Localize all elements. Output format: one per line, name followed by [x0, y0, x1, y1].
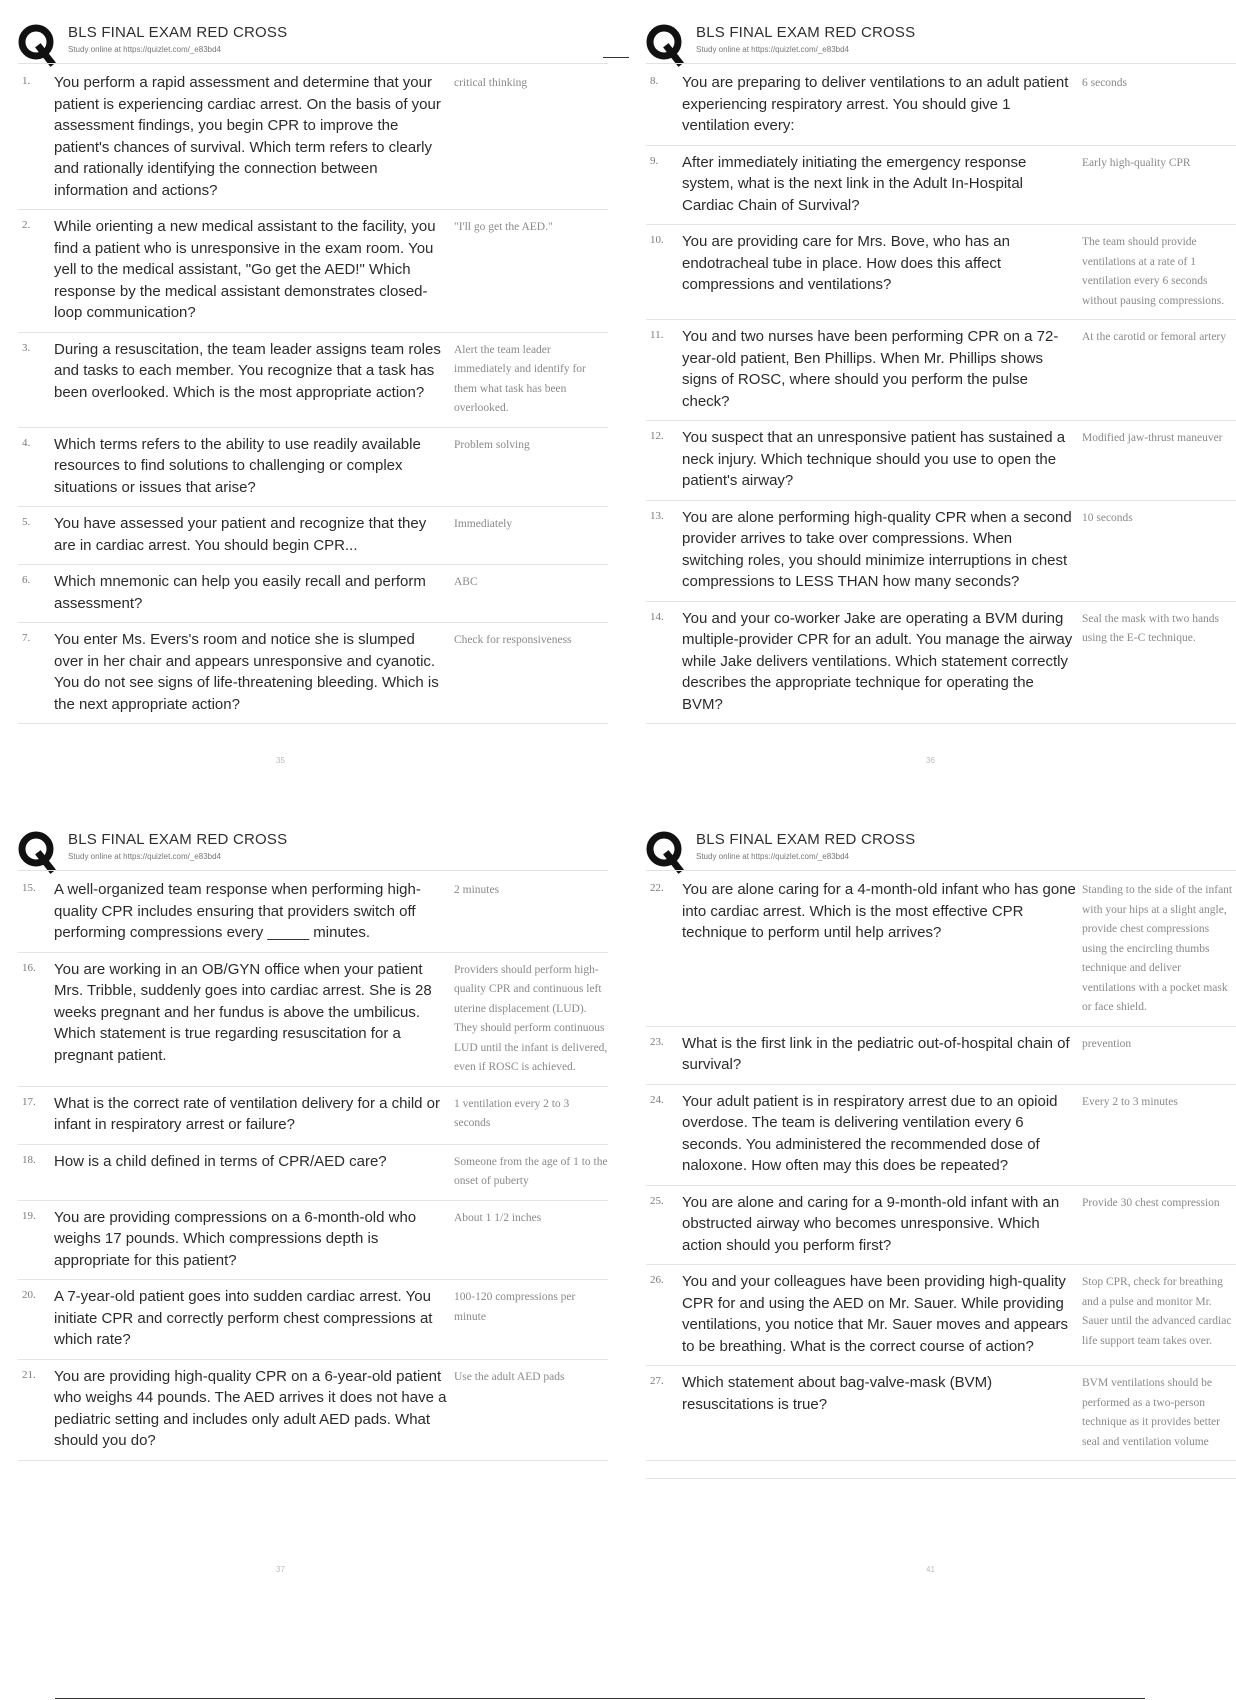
question-number: 6. — [22, 574, 31, 586]
question-row — [18, 565, 608, 623]
answer-text: Immediately — [454, 518, 513, 530]
quizlet-logo-icon — [18, 831, 54, 871]
question-text: During a resuscitation, the team leader assigns team roles and tasks to each member. You recognize that a task has been overlooked. Which is the most appropriate action? — [54, 340, 441, 401]
answer-text: Providers should perform high-quality CPR and continuous left uterine displacement (LUD). They should perform continuous LUD until the infant is delivered, even if ROSC is achieved. — [454, 963, 608, 1073]
question-row — [646, 1265, 1236, 1366]
page-header — [18, 18, 608, 66]
question-text: You are alone and caring for a 9-month-old infant with an obstructed airway who becomes unresponsive. Which action should you perform first? — [682, 1193, 1060, 1254]
question-text: You are alone performing high-quality CPR when a second provider arrives to take over compressions. When switching roles, you should minimize interruptions in chest compressions to LESS THAN how many seconds? — [682, 508, 1072, 590]
answer-text: Use the adult AED pads — [454, 1370, 565, 1383]
answer-text: About 1 1/2 inches — [454, 1211, 542, 1224]
question-row — [18, 1087, 608, 1145]
answer-text: Alert the team leader immediately and identify for them what task has been overlooked. — [454, 343, 586, 414]
question-number: 24. — [650, 1093, 664, 1106]
question-number: 13. — [650, 509, 664, 522]
answer-text: At the carotid or femoral artery — [1082, 331, 1227, 343]
question-number: 5. — [22, 516, 31, 528]
header-subtitle: Study online at https://quizlet.com/_e83bd4 — [696, 45, 849, 54]
question-number: 9. — [650, 154, 659, 167]
page-header — [646, 825, 1236, 873]
question-row — [646, 602, 1236, 725]
answer-text: Every 2 to 3 minutes — [1082, 1095, 1178, 1108]
question-row — [18, 623, 608, 724]
page-number: 35 — [276, 756, 285, 765]
question-row — [646, 501, 1236, 602]
question-number: 11. — [650, 329, 664, 341]
answer-text: Standing to the side of the infant with your hips at a slight angle, provide chest compressions using the encircling thumbs technique and deliver ventilations with a pocket mask or face shield. — [1082, 884, 1233, 1013]
answer-text: Modified jaw-thrust maneuver — [1082, 432, 1223, 444]
question-text: Which mnemonic can help you easily recall and perform assessment? — [54, 573, 426, 612]
question-number: 14. — [650, 610, 664, 623]
question-number: 3. — [22, 341, 31, 354]
header-subtitle: Study online at https://quizlet.com/_e83bd4 — [696, 852, 849, 861]
question-row — [18, 1280, 608, 1360]
question-row — [18, 333, 608, 428]
question-number: 4. — [22, 436, 31, 449]
question-text: A well-organized team response when performing high-quality CPR includes ensuring that providers switch off performing compressions every _____ minutes. — [54, 881, 421, 941]
question-number: 23. — [650, 1035, 664, 1048]
answer-text — [1082, 1467, 1236, 1470]
question-row — [646, 320, 1236, 421]
question-text: You are preparing to deliver ventilations to an adult patient experiencing respiratory arrest. You should give 1 ventilation every: — [682, 74, 1069, 134]
answer-text: Early high-quality CPR — [1082, 156, 1191, 169]
question-number: 1. — [22, 75, 31, 87]
answer-text: Someone from the age of 1 to the onset of puberty — [454, 1155, 608, 1187]
question-number: 2. — [22, 219, 31, 231]
question-number: 8. — [650, 75, 659, 87]
question-text: You are working in an OB/GYN office when your patient Mrs. Tribble, suddenly goes into cardiac arrest. She is 28 weeks pregnant and her fundus is above the umbilicus. Which statement is true regarding resuscitation for a pregnant patient. — [54, 960, 432, 1064]
answer-text: 1 ventilation every 2 to 3 seconds — [454, 1097, 570, 1129]
answer-text: ABC — [454, 576, 478, 588]
answer-text: Problem solving — [454, 438, 530, 451]
question-text: You have assessed your patient and recognize that they are in cardiac arrest. You should begin CPR... — [54, 515, 427, 554]
bottom-divider — [55, 1698, 1145, 1699]
question-text: How is a child defined in terms of CPR/AED care? — [54, 1152, 387, 1170]
question-row — [18, 507, 608, 565]
question-text: After immediately initiating the emergency response system, what is the next link in the Adult In-Hospital Cardiac Chain of Survival? — [682, 153, 1027, 214]
question-row — [18, 66, 608, 210]
question-row — [646, 1461, 1236, 1479]
answer-text: The team should provide ventilations at a rate of 1 ventilation every 6 seconds without pausing compressions. — [1082, 236, 1225, 307]
question-list — [18, 873, 608, 1461]
answer-text: 2 minutes — [454, 884, 500, 896]
question-text — [682, 1467, 1082, 1470]
answer-text: 6 seconds — [1082, 77, 1128, 89]
question-number: 18. — [22, 1153, 36, 1166]
question-row — [646, 146, 1236, 226]
question-number: 26. — [650, 1274, 664, 1286]
question-number: 17. — [22, 1095, 36, 1108]
question-row — [18, 1201, 608, 1281]
question-row — [18, 428, 608, 508]
question-number: 27. — [650, 1375, 664, 1387]
answer-text: critical thinking — [454, 77, 528, 89]
question-row — [18, 210, 608, 333]
header-title: BLS FINAL EXAM RED CROSS — [696, 24, 916, 41]
question-row — [646, 66, 1236, 146]
page-1 — [18, 18, 608, 765]
page-number: 36 — [926, 756, 935, 765]
answer-text: prevention — [1082, 1037, 1132, 1050]
question-number: 22. — [650, 882, 664, 894]
question-row — [646, 421, 1236, 501]
question-text: You are providing compressions on a 6-month-old who weighs 17 pounds. Which compressions depth is appropriate for this patient? — [54, 1208, 417, 1269]
question-row — [646, 873, 1236, 1027]
question-text: While orienting a new medical assistant to the facility, you find a patient who is unresponsive in the exam room. You yell to the medical assistant, "Go get the AED!" Which response by the medical assistant demonstrates closed-loop communication? — [54, 218, 436, 321]
question-list — [646, 66, 1236, 724]
question-number: 15. — [22, 882, 36, 894]
answer-text: BVM ventilations should be performed as a two-person technique as it provides better seal and ventilation volume — [1082, 1377, 1220, 1448]
question-text: You and your co-worker Jake are operating a BVM during multiple-provider CPR for an adult. You manage the airway while Jake delivers ventilations. Which statement correctly describes the appropriate technique for operating the BVM? — [682, 609, 1073, 713]
question-row — [646, 225, 1236, 320]
question-list — [646, 873, 1236, 1479]
question-row — [646, 1366, 1236, 1461]
question-row — [646, 1085, 1236, 1186]
question-text: You perform a rapid assessment and determine that your patient is experiencing cardiac arrest. On the basis of your assessment findings, you begin CPR to improve the patient's chances of survival. Which term refers to clearly and rationally identifying the connection between information and actions? — [54, 74, 441, 199]
question-number: 16. — [22, 961, 36, 974]
question-text: You and two nurses have been performing CPR on a 72-year-old patient, Ben Phillips. When Mr. Phillips shows signs of ROSC, where should you perform the pulse check? — [682, 328, 1059, 410]
page-header — [646, 18, 1236, 66]
question-number: 7. — [22, 632, 31, 644]
answer-text: Provide 30 chest compression — [1082, 1196, 1220, 1209]
question-number: 25. — [650, 1194, 664, 1207]
page-number: 37 — [276, 1565, 285, 1574]
question-text: You are alone caring for a 4-month-old infant who has gone into cardiac arrest. Which is the most effective CPR technique to perform until help arrives? — [682, 881, 1076, 941]
answer-text: Check for responsiveness — [454, 634, 572, 646]
answer-text: Stop CPR, check for breathing and a pulse and monitor Mr. Sauer until the advanced cardiac life support team takes over. — [1082, 1276, 1232, 1347]
question-number: 10. — [650, 234, 664, 246]
question-text: You are providing care for Mrs. Bove, who has an endotracheal tube in place. How does this affect compressions and ventilations? — [682, 233, 1010, 293]
question-number: 19. — [22, 1209, 36, 1222]
question-text: You are providing high-quality CPR on a 6-year-old patient who weighs 44 pounds. The AED arrives it does not have a pediatric setting and includes only adult AED pads. What should you do? — [54, 1367, 447, 1449]
header-title: BLS FINAL EXAM RED CROSS — [68, 831, 288, 848]
page-3 — [18, 825, 608, 1574]
question-row — [18, 953, 608, 1087]
question-row — [646, 1027, 1236, 1085]
question-row — [18, 1360, 608, 1461]
question-text: Which terms refers to the ability to use readily available resources to find solutions to challenging or complex situations or issues that arise? — [54, 435, 421, 496]
question-list — [18, 66, 608, 724]
question-number: 20. — [22, 1289, 36, 1301]
header-subtitle: Study online at https://quizlet.com/_e83bd4 — [68, 45, 221, 54]
header-subtitle: Study online at https://quizlet.com/_e83bd4 — [68, 852, 221, 861]
page-4 — [646, 825, 1236, 1574]
question-text: What is the first link in the pediatric out-of-hospital chain of survival? — [682, 1034, 1070, 1073]
question-number — [646, 1467, 682, 1470]
page-header — [18, 825, 608, 873]
page-number: 41 — [926, 1565, 935, 1574]
question-number: 21. — [22, 1368, 36, 1381]
quizlet-logo-icon — [646, 24, 682, 64]
header-title: BLS FINAL EXAM RED CROSS — [68, 24, 288, 41]
question-text: You and your colleagues have been providing high-quality CPR for and using the AED on Mr. Sauer. While providing ventilations, you notice that Mr. Sauer moves and appears to be breathing. What is the correct course of action? — [682, 1273, 1069, 1355]
question-text: Your adult patient is in respiratory arrest due to an opioid overdose. The team is delivering ventilation every 6 seconds. You administered the recommended dose of naloxone. How often may this does be repeated? — [682, 1092, 1058, 1174]
header-title: BLS FINAL EXAM RED CROSS — [696, 831, 916, 848]
question-number: 12. — [650, 430, 664, 442]
question-text: You enter Ms. Evers's room and notice she is slumped over in her chair and appears unresponsive and cyanotic. You do not see signs of life-threatening bleeding. Which is the next appropriate action? — [54, 631, 439, 713]
quizlet-logo-icon — [18, 24, 54, 64]
question-row — [18, 1145, 608, 1201]
answer-text: Seal the mask with two hands using the E-C technique. — [1082, 612, 1220, 644]
answer-text: 100-120 compressions per minute — [454, 1291, 576, 1323]
quizlet-logo-icon — [646, 831, 682, 871]
question-text: You suspect that an unresponsive patient has sustained a neck injury. Which technique should you use to open the patient's airway? — [682, 429, 1066, 489]
question-row — [646, 1186, 1236, 1266]
answer-text: 10 seconds — [1082, 511, 1133, 524]
question-text: What is the correct rate of ventilation delivery for a child or infant in respiratory arrest or failure? — [54, 1094, 441, 1133]
question-text: A 7-year-old patient goes into sudden cardiac arrest. You initiate CPR and correctly perform chest compressions at which rate? — [54, 1288, 433, 1348]
answer-text: "I'll go get the AED." — [454, 221, 553, 233]
question-text: Which statement about bag-valve-mask (BVM) resuscitations is true? — [682, 1374, 993, 1413]
question-row — [18, 873, 608, 953]
page-2 — [646, 18, 1236, 765]
